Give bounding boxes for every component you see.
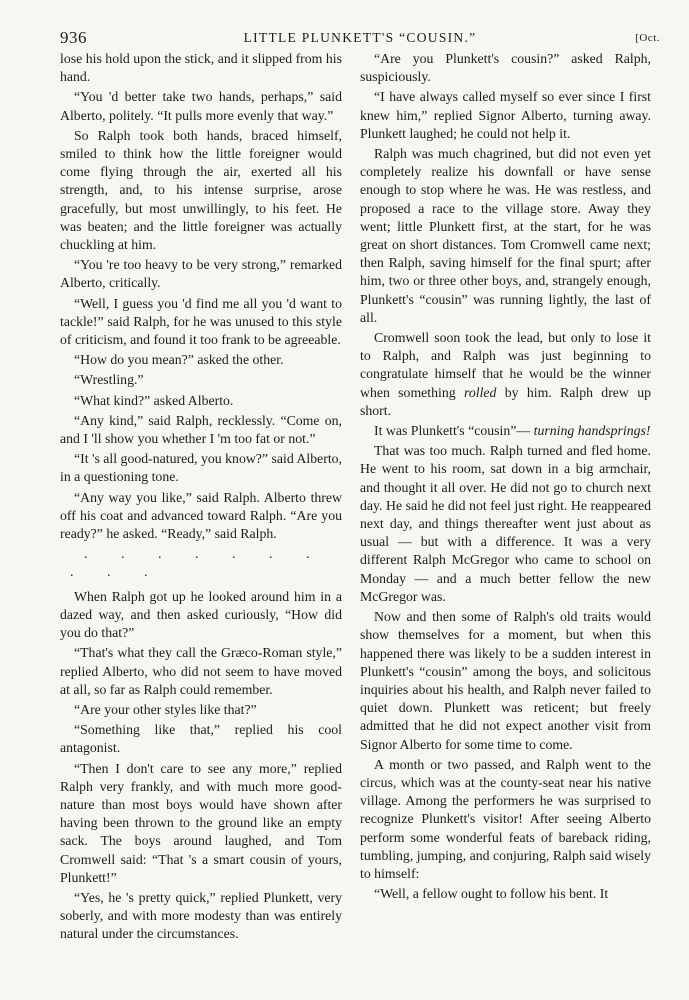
paragraph-text: That was too much. Ralph turned and fled home. He went to his room, sat down in a big armchair, and thought it all over. He did not go to church next day. He said he did not feel just right. He reappeared next day, and things thereafter went just about as usual — but with a difference. It was a very different Ralph McGregor who came to school on Monday — and a much better fellow the new McGregor was.	[360, 443, 651, 604]
left-column	[60, 50, 342, 946]
paragraph-text: “Any way you like,” said Ralph. Alberto threw off his coat and advanced toward Ralph. “Are you ready?” he asked. “Ready,” said Ralph.	[60, 489, 342, 542]
italic-emphasis: turning handsprings!	[533, 423, 651, 439]
paragraph-text: lose his hold upon the stick, and it slipped from his hand.	[60, 51, 342, 85]
paragraph-text: So Ralph took both hands, braced himself, smiled to think how the little foreigner would come flying through the air, exerted all his strength, and, to his intense surprise, arose gracefully, but most unwillingly, to his feet. He was beaten; and the little foreigner was actually chuckling at him.	[60, 127, 342, 253]
paragraph-text: “Then I don't care to see any more,” replied Ralph very frankly, and with much more good-nature than most boys would have shown after having been thrown to the ground like an empty sack. The boys around laughed, and Tom Cromwell said: “That 's a smart cousin of yours, Plunkett!”	[60, 760, 342, 885]
paragraph-text: Cromwell soon took the lead, but only to lose it to Ralph, and Ralph was just beginning to congratulate himself that he would be the winner when something	[360, 330, 651, 400]
paragraph-text: When Ralph got up he looked around him in a dazed way, and then asked curiously, “How did you do that?”	[60, 588, 342, 641]
paragraph-text: “Wrestling.”	[74, 372, 144, 388]
paragraph-text: . . . . . . . . . .	[70, 547, 325, 581]
paragraph-text: “I have always called myself so ever since I first knew him,” replied Signor Alberto, turning away. Plunkett laughed; he could not help it.	[360, 89, 651, 141]
paragraph-text: A month or two passed, and Ralph went to the circus, which was at the county-seat near his native village. Among the performers he was surprised to recognize Plunkett's visitor! After seeing Alberto perform some wonderful feats of bareback riding, tumbling, jumping, and conjuring, Ralph said wisely to himself:	[360, 756, 651, 881]
paragraph-text: “How do you mean?” asked the other.	[74, 352, 284, 368]
paragraph	[60, 412, 342, 448]
paragraph	[360, 88, 651, 143]
paragraph	[60, 351, 342, 369]
paragraph-text: It was Plunkett's “cousin”—	[374, 423, 534, 439]
paragraph	[360, 329, 651, 420]
paragraph	[60, 392, 342, 410]
paragraph-text: “Well, I guess you 'd find me all you 'd want to tackle!” said Ralph, for he was unused to this style of criticism, and found it too frank to be agreeable.	[60, 295, 342, 348]
section-break	[70, 546, 342, 582]
paragraph	[360, 756, 651, 883]
paragraph-text: “That's what they call the Græco-Roman style,” replied Alberto, who did not seem to have moved at all, so far as Ralph could remember.	[60, 645, 342, 697]
running-title: LITTLE PLUNKETT'S “COUSIN.”	[243, 30, 477, 45]
paragraph	[60, 127, 342, 254]
paragraph	[360, 50, 651, 86]
paragraph	[60, 644, 342, 699]
paragraph-text: “Any kind,” said Ralph, recklessly. “Come on, and I 'll show you whether I 'm too fat or not.”	[60, 412, 342, 447]
paragraph	[360, 885, 651, 903]
paragraph	[60, 489, 342, 544]
paragraph	[360, 145, 651, 327]
italic-emphasis: rolled	[463, 384, 497, 400]
paragraph-text: “What kind?” asked Alberto.	[74, 392, 234, 408]
paragraph-text: “It 's all good-natured, you know?” said Alberto, in a questioning tone.	[60, 451, 343, 485]
paragraph	[60, 721, 342, 757]
paragraph	[60, 889, 342, 944]
paragraph	[60, 371, 342, 389]
paragraph-text: “You 'd better take two hands, perhaps,” said Alberto, politely. “It pulls more evenly that way.”	[60, 89, 342, 123]
paragraph-text: Now and then some of Ralph's old traits would show themselves for a moment, but when this happened there was likely to be a sudden interest in Plunkett's “cousin” among the boys, and solicitous inquiries about his health, and Ralph never failed to quiet down. Plunkett was reticent; but freely admitted that he did not expect another visit from Signor Alberto for some time to come.	[360, 609, 651, 752]
paragraph	[60, 88, 342, 124]
paragraph	[60, 588, 342, 643]
paragraph	[360, 442, 651, 606]
paragraph-text: “Yes, he 's pretty quick,” replied Plunkett, very soberly, and with more modesty than was entirely natural under the circumstances.	[60, 889, 342, 942]
paragraph-text: “Are your other styles like that?”	[74, 701, 257, 717]
issue-month: [Oct.	[635, 32, 660, 44]
paragraph	[60, 256, 342, 292]
paragraph-text: “Something like that,” replied his cool antagonist.	[60, 722, 342, 756]
paragraph-text: “Are you Plunkett's cousin?” asked Ralph, suspiciously.	[360, 51, 651, 85]
paragraph-text: “Well, a fellow ought to follow his bent. It	[374, 886, 609, 902]
paragraph	[60, 50, 342, 86]
paragraph-text: by him. Ralph drew up short.	[360, 384, 651, 418]
paragraph	[60, 295, 342, 350]
page-number: 936	[60, 28, 87, 47]
paragraph	[60, 701, 342, 719]
paragraph	[360, 608, 651, 754]
paragraph	[60, 450, 342, 486]
right-column	[360, 50, 651, 905]
paragraph-text: “You 're too heavy to be very strong,” remarked Alberto, critically.	[60, 257, 342, 291]
paragraph	[360, 422, 651, 440]
paragraph-text: Ralph was much chagrined, but did not even yet completely realize his downfall or have sense enough to stop where he was. He was restless, and proposed a race to the village store. Away they went; little Plunkett first, at the start, for he was great on short distances. Tom Cromwell came next; then Ralph, saving himself for the final spurt; after him, two or three other boys, and, strangely enough, Plunkett's “cousin” was running lightly, the last of all.	[360, 146, 651, 325]
paragraph	[60, 760, 342, 887]
page-header	[60, 28, 660, 50]
